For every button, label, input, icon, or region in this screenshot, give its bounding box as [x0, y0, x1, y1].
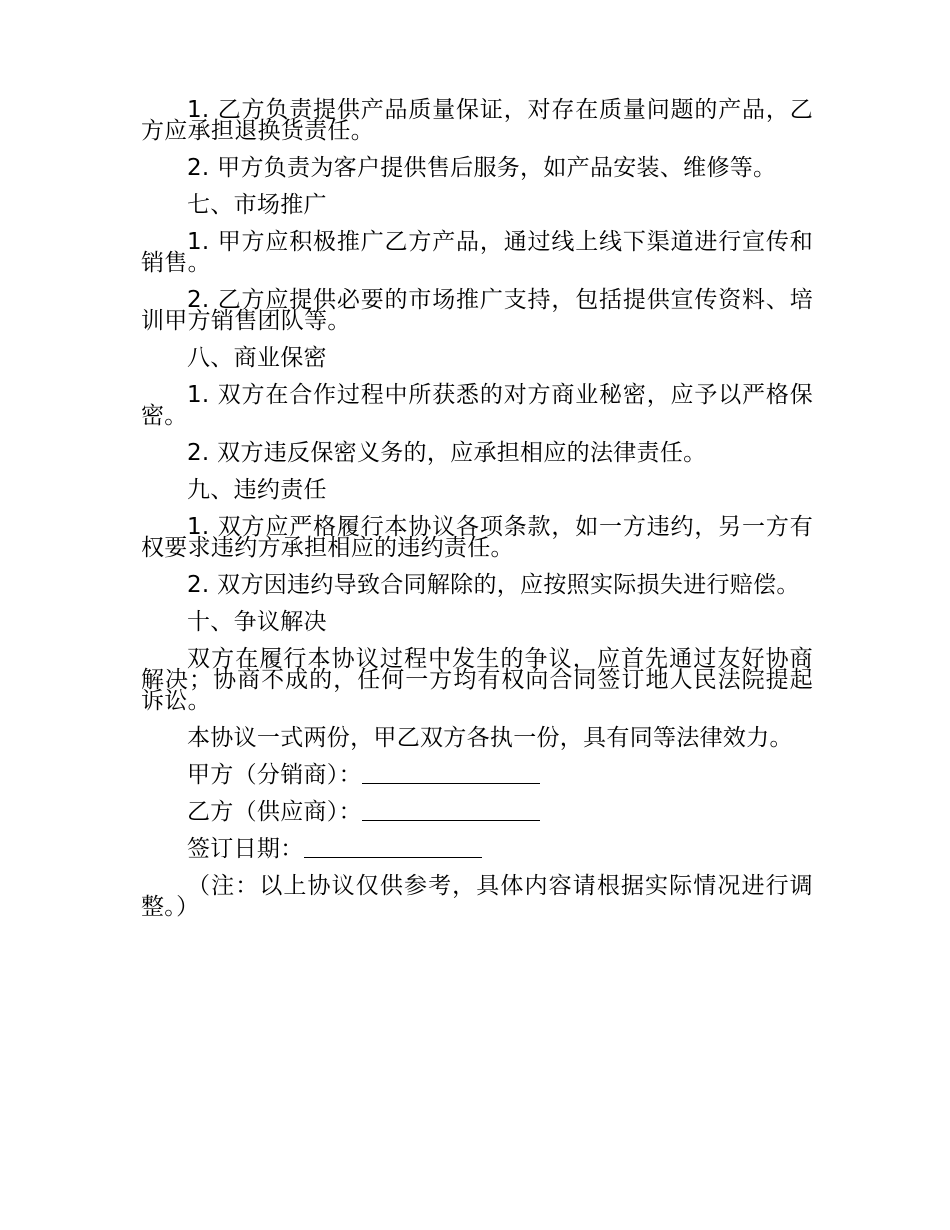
- party-a-label: 甲方（分销商）：: [187, 762, 362, 788]
- section-heading: 八、商业保密: [187, 345, 327, 371]
- party-b-label: 乙方（供应商）：: [187, 799, 362, 825]
- section-heading: 九、违约责任: [187, 477, 327, 503]
- signature-line-party-b: [141, 799, 813, 825]
- closing-paragraph: 本协议一式两份，甲乙双方各执一份，具有同等法律效力。: [187, 725, 793, 751]
- date-blank: [304, 839, 482, 858]
- clause-paragraph: 1. 双方在合作过程中所获悉的对方商业秘密，应予以严格保密。: [141, 382, 813, 429]
- clause-paragraph: 双方在履行本协议过程中发生的争议，应首先通过友好协商解决；协商不成的，任何一方均有权向合同签订地人民法院提起诉讼。: [141, 646, 813, 714]
- clause-paragraph: 2. 乙方应提供必要的市场推广支持，包括提供宣传资料、培训甲方销售团队等。: [141, 287, 813, 334]
- clause-paragraph: 2. 双方违反保密义务的，应承担相应的法律责任。: [187, 440, 707, 466]
- date-label: 签订日期：: [187, 836, 304, 862]
- section-heading: 七、市场推广: [187, 192, 327, 218]
- signature-line-date: [141, 836, 813, 862]
- clause-paragraph: 1. 双方应严格履行本协议各项条款，如一方违约，另一方有权要求违约方承担相应的违约责任。: [141, 514, 813, 561]
- section-heading: 十、争议解决: [187, 609, 327, 635]
- clause-paragraph: 1. 乙方负责提供产品质量保证，对存在质量问题的产品，乙方应承担退换货责任。: [141, 97, 813, 144]
- document-note: （注：以上协议仅供参考，具体内容请根据实际情况进行调整。）: [141, 873, 813, 920]
- clause-paragraph: 1. 甲方应积极推广乙方产品，通过线上线下渠道进行宣传和销售。: [141, 229, 813, 276]
- party-b-signature-blank: [362, 802, 540, 821]
- clause-paragraph: 2. 甲方负责为客户提供售后服务，如产品安装、维修等。: [187, 155, 777, 181]
- party-a-signature-blank: [362, 765, 540, 784]
- signature-line-party-a: [141, 762, 813, 788]
- document-body: [141, 97, 813, 934]
- clause-paragraph: 2. 双方因违约导致合同解除的，应按照实际损失进行赔偿。: [187, 572, 800, 598]
